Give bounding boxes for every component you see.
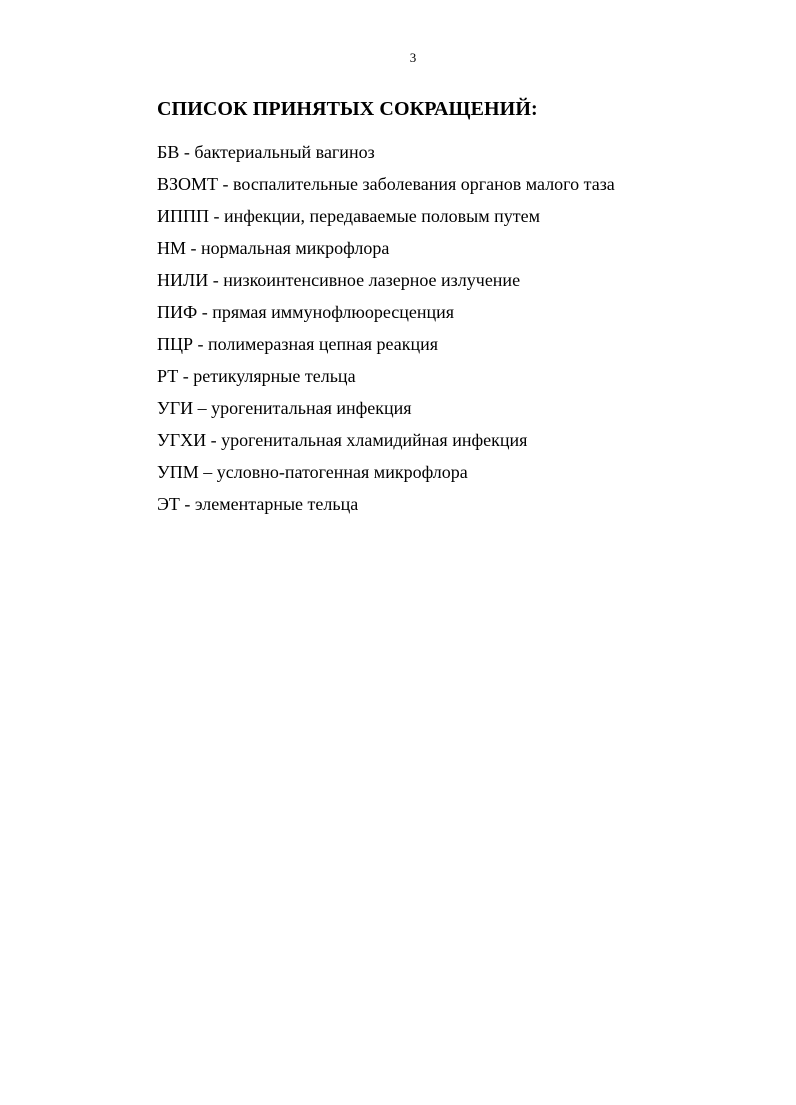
abbreviation-item: ВЗОМТ - воспалительные заболевания органов малого таза (157, 174, 615, 194)
page-heading: СПИСОК ПРИНЯТЫХ СОКРАЩЕНИЙ: (157, 98, 538, 120)
abbreviation-item: УГХИ - урогенитальная хламидийная инфекция (157, 430, 528, 450)
abbreviation-item: НИЛИ - низкоинтенсивное лазерное излучение (157, 270, 521, 290)
abbreviation-item: ИППП - инфекции, передаваемые половым путем (157, 206, 541, 226)
page-number: 3 (409, 50, 417, 65)
abbreviation-item: НМ - нормальная микрофлора (157, 238, 390, 258)
abbreviation-item: ПЦР - полимеразная цепная реакция (157, 334, 439, 354)
abbreviation-item: ПИФ - прямая иммунофлюоресценция (157, 302, 455, 322)
abbreviation-list (157, 139, 615, 523)
abbreviation-item: УГИ – урогенитальная инфекция (157, 398, 412, 418)
abbreviation-item: ЭТ - элементарные тельца (157, 494, 359, 514)
abbreviation-item: РТ - ретикулярные тельца (157, 366, 356, 386)
abbreviation-item: УПМ – условно-патогенная микрофлора (157, 462, 468, 482)
abbreviation-item: БВ - бактериальный вагиноз (157, 142, 375, 162)
